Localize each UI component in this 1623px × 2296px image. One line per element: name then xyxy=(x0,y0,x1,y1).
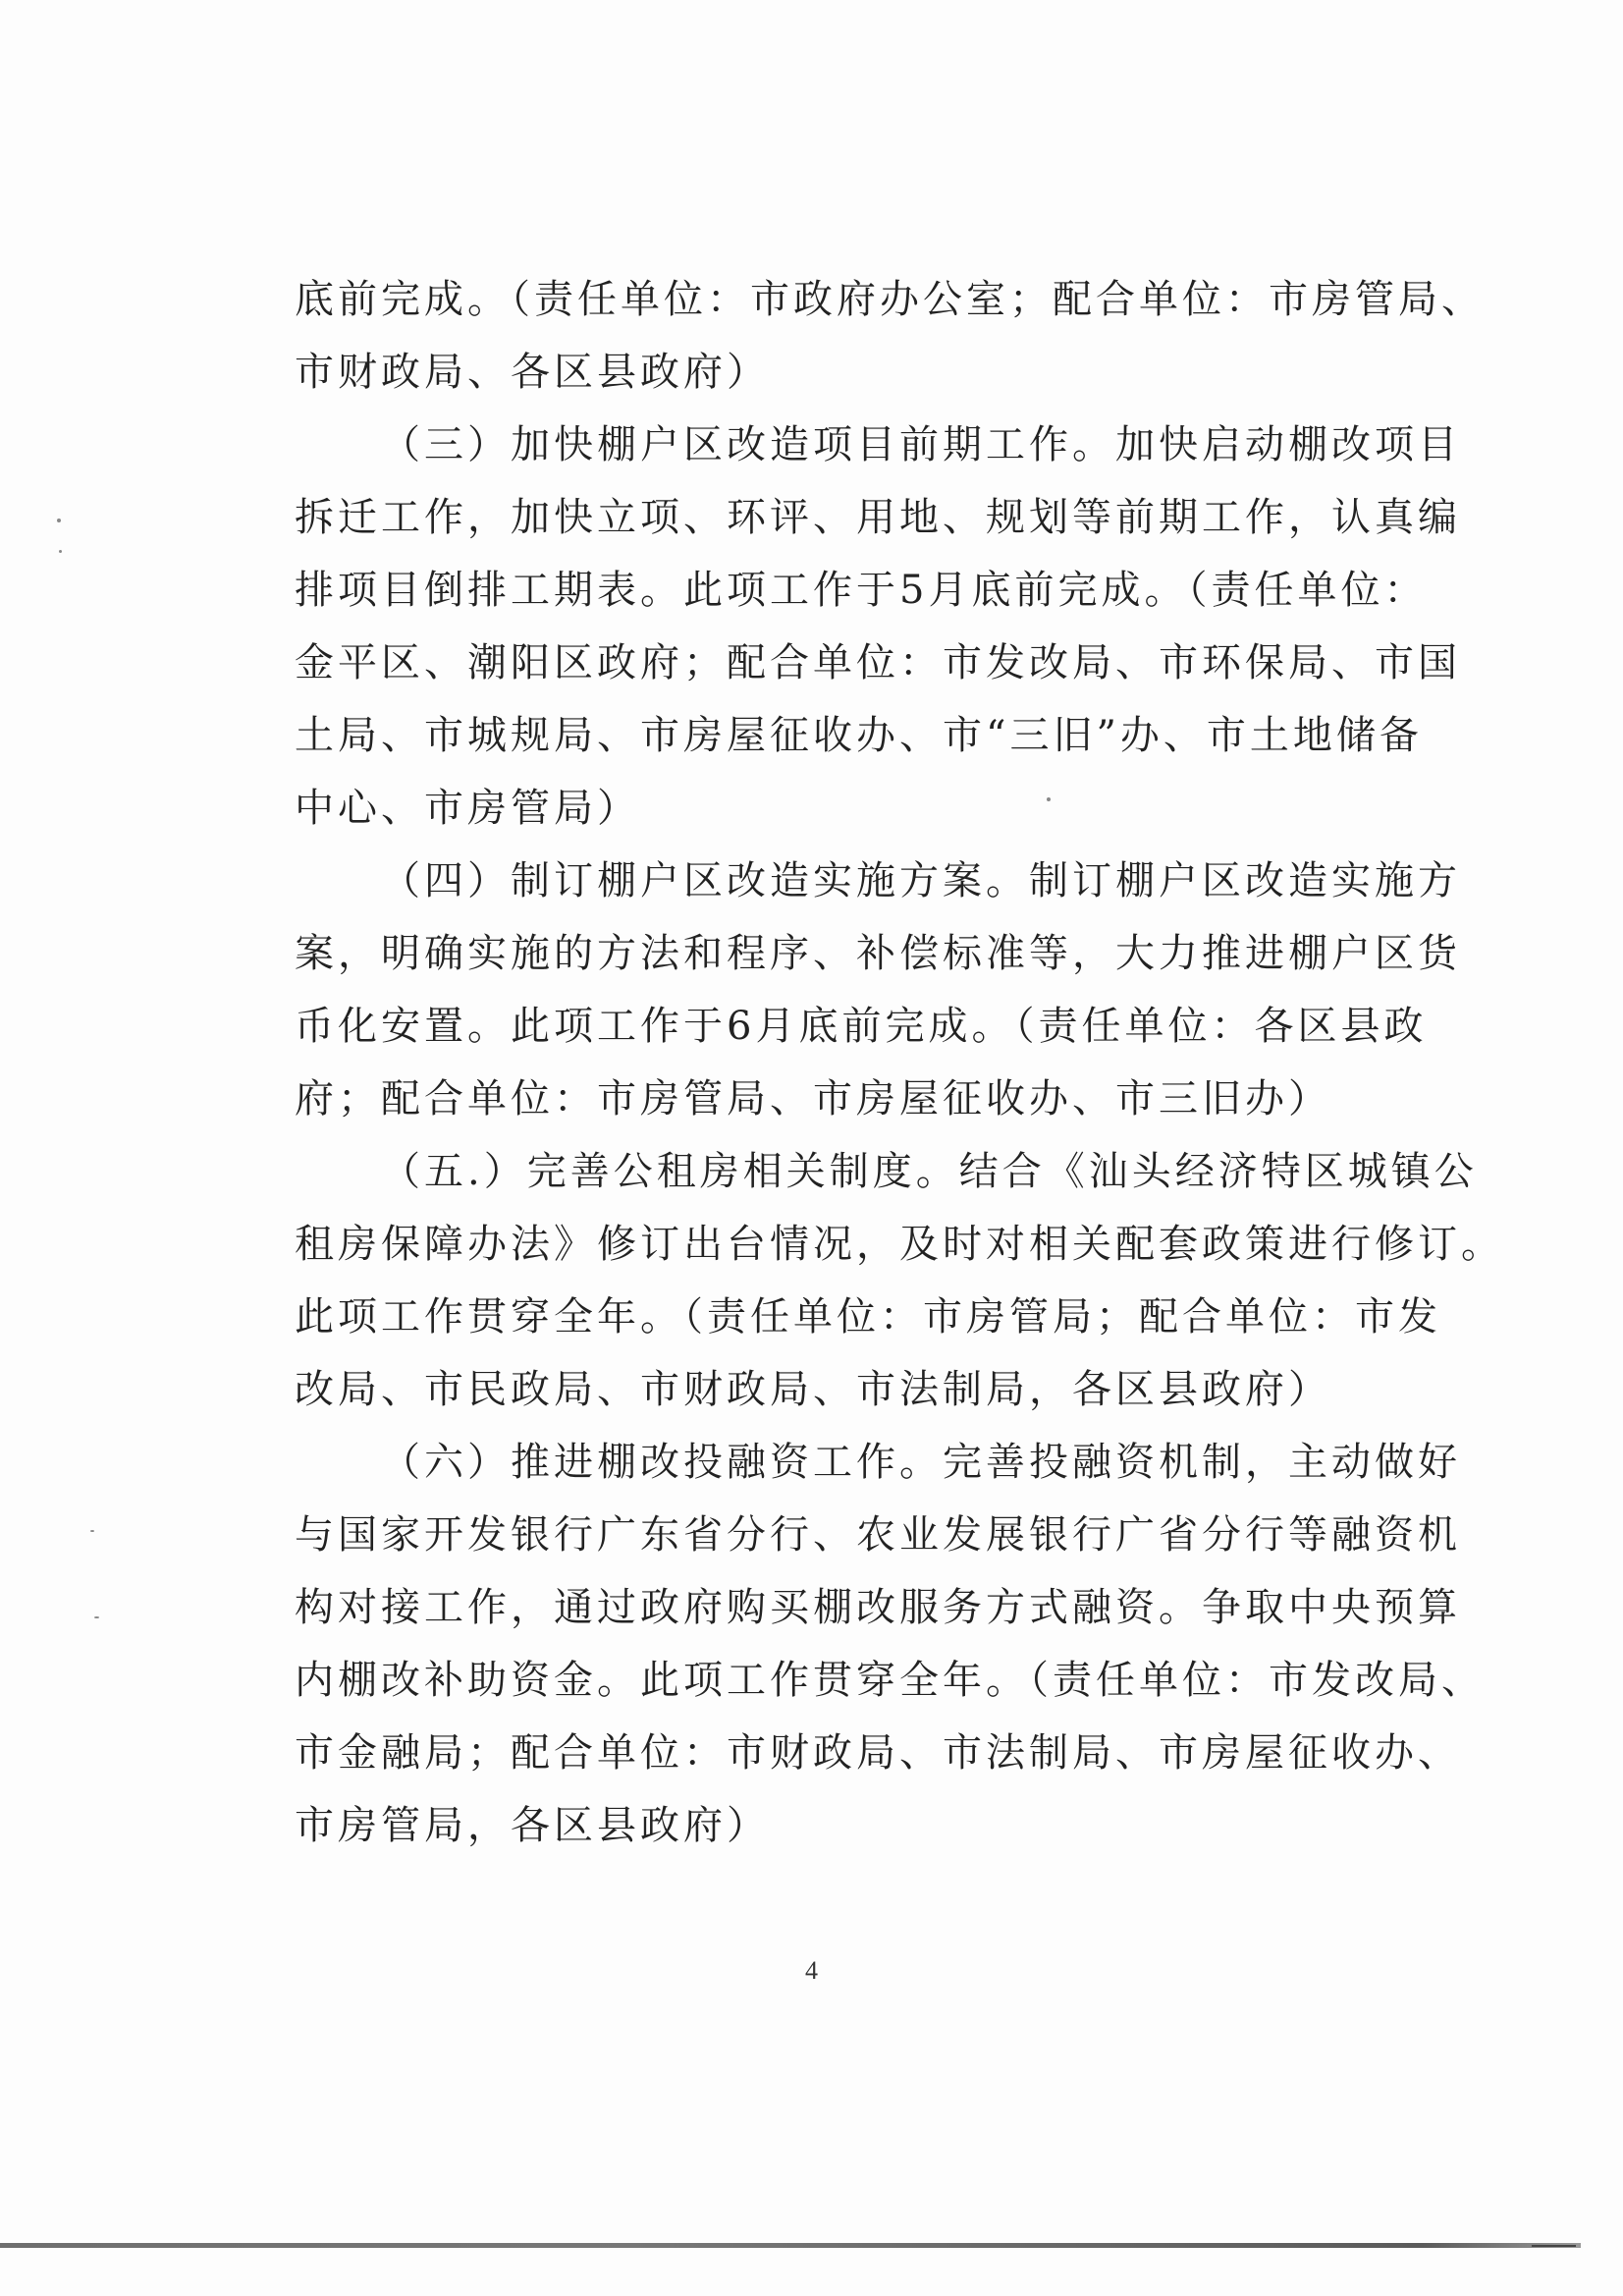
text-line: 币化安置。此项工作于6月底前完成。（责任单位：各区县政 xyxy=(295,1004,1428,1049)
text-line: 拆迁工作，加快立项、环评、用地、规划等前期工作，认真编 xyxy=(295,495,1461,540)
text-line: 市财政局、各区县政府） xyxy=(295,350,770,395)
text-line: 此项工作贯穿全年。（责任单位：市房管局；配合单位：市发 xyxy=(295,1294,1441,1339)
text-line: （四）制订棚户区改造实施方案。制订棚户区改造实施方 xyxy=(381,858,1461,903)
scan-speck xyxy=(1047,797,1051,801)
bottom-scan-edge-tail xyxy=(1532,2245,1576,2247)
scan-speck xyxy=(59,550,62,553)
text-line: （六）推进棚改投融资工作。完善投融资机制，主动做好 xyxy=(381,1440,1461,1485)
scan-speck xyxy=(90,1530,94,1532)
text-line: 内棚改补助资金。此项工作贯穿全年。（责任单位：市发改局、 xyxy=(295,1658,1485,1703)
text-line: 案，明确实施的方法和程序、补偿标准等，大力推进棚户区货 xyxy=(295,931,1461,976)
text-line: 土局、市城规局、市房屋征收办、市“三旧”办、市土地储备 xyxy=(295,713,1423,758)
scan-speck xyxy=(94,1616,99,1618)
text-line: 构对接工作，通过政府购买棚改服务方式融资。争取中央预算 xyxy=(295,1585,1461,1630)
bottom-scan-edge xyxy=(0,2243,1581,2248)
text-line: 金平区、潮阳区政府；配合单位：市发改局、市环保局、市国 xyxy=(295,640,1461,685)
body-text xyxy=(295,263,1504,1862)
text-line: 府；配合单位：市房管局、市房屋征收办、市三旧办） xyxy=(295,1076,1331,1121)
text-line: 改局、市民政局、市财政局、市法制局，各区县政府） xyxy=(295,1367,1331,1412)
text-line: 租房保障办法》修订出台情况，及时对相关配套政策进行修订。 xyxy=(295,1222,1504,1267)
text-line: 中心、市房管局） xyxy=(295,786,640,831)
scan-speck xyxy=(57,519,61,522)
page-number: 4 xyxy=(805,1956,818,1985)
text-line: （五.）完善公租房相关制度。结合《汕头经济特区城镇公 xyxy=(381,1149,1478,1194)
text-line: 与国家开发银行广东省分行、农业发展银行广省分行等融资机 xyxy=(295,1512,1461,1558)
text-line: 底前完成。（责任单位：市政府办公室；配合单位：市房管局、 xyxy=(295,277,1485,322)
text-line: 市金融局；配合单位：市财政局、市法制局、市房屋征收办、 xyxy=(295,1730,1461,1776)
text-line: 市房管局，各区县政府） xyxy=(295,1803,770,1848)
text-line: 排项目倒排工期表。此项工作于5月底前完成。（责任单位： xyxy=(295,568,1428,613)
text-line: （三）加快棚户区改造项目前期工作。加快启动棚改项目 xyxy=(381,422,1461,467)
